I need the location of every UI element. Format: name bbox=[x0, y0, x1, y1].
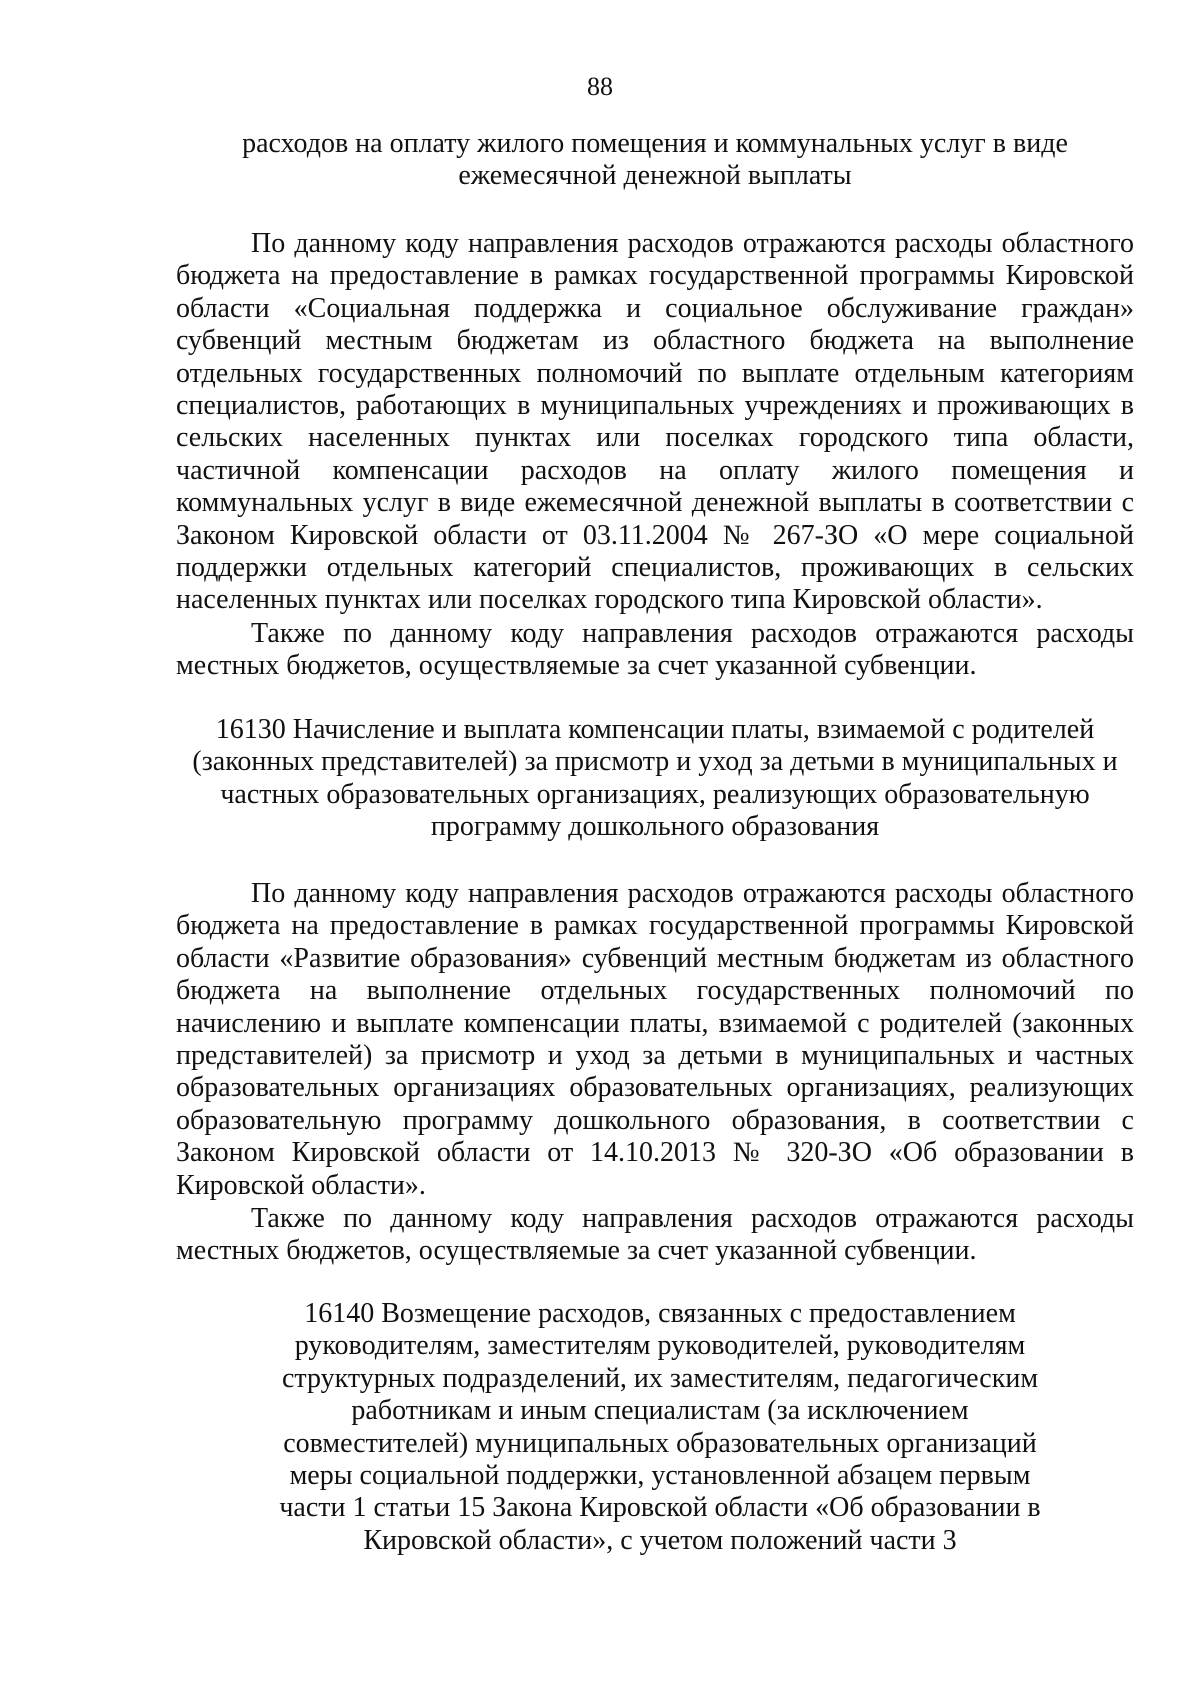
section-heading-16140: 16140 Возмещение расходов, связанных с предоставлением руководителям, заместителям руководителей, руководителям структурных подразделений, их заместителям, педагогическим работникам и иным специалистам (за исключением совместителей) муниципальных образовательных организаций меры социальной поддержки, установленной абзацем первым части 1 статьи 15 Закона Кировской области «Об образовании в Кировской области», с учетом положений части 3 bbox=[279, 1298, 1041, 1556]
page-number: 88 bbox=[587, 72, 613, 101]
body-paragraph: Также по данному коду направления расходов отражаются расходы местных бюджетов, осуществляемые за счет указанной субвенции. bbox=[176, 1203, 1134, 1267]
body-paragraph: По данному коду направления расходов отражаются расходы областного бюджета на предоставление в рамках государственной программы Кировской области «Развитие образования» субвенций местным бюджетам из областного бюджета на выполнение отдельных государственных полномочий по начислению и выплате компенсации платы, взимаемой с родителей (законных представителей) за присмотр и уход за детьми в муниципальных и частных образовательных организациях образовательных организациях, реализующих образовательную программу дошкольного образования, в соответствии с Законом Кировской области от 14.10.2013 № 320-ЗО «Об образовании в Кировской области». bbox=[176, 878, 1134, 1201]
section-heading-continuation: расходов на оплату жилого помещения и коммунальных услуг в виде ежемесячной денежной выплаты bbox=[242, 128, 1068, 192]
body-paragraph: Также по данному коду направления расходов отражаются расходы местных бюджетов, осуществляемые за счет указанной субвенции. bbox=[176, 618, 1134, 682]
body-paragraph: По данному коду направления расходов отражаются расходы областного бюджета на предоставление в рамках государственной программы Кировской области «Социальная поддержка и социальное обслуживание граждан» субвенций местным бюджетам из областного бюджета на выполнение отдельных государственных полномочий по выплате отдельным категориям специалистов, работающих в муниципальных учреждениях и проживающих в сельских населенных пунктах или поселках городского типа области, частичной компенсации расходов на оплату жилого помещения и коммунальных услуг в виде ежемесячной денежной выплаты в соответствии с Законом Кировской области от 03.11.2004 № 267-ЗО «О мере социальной поддержки отдельных категорий специалистов, проживающих в сельских населенных пунктах или поселках городского типа Кировской области». bbox=[176, 228, 1134, 616]
section-heading-16130: 16130 Начисление и выплата компенсации платы, взимаемой с родителей (законных представителей) за присмотр и уход за детьми в муниципальных и частных образовательных организациях, реализующих образовательную программу дошкольного образования bbox=[192, 714, 1118, 843]
